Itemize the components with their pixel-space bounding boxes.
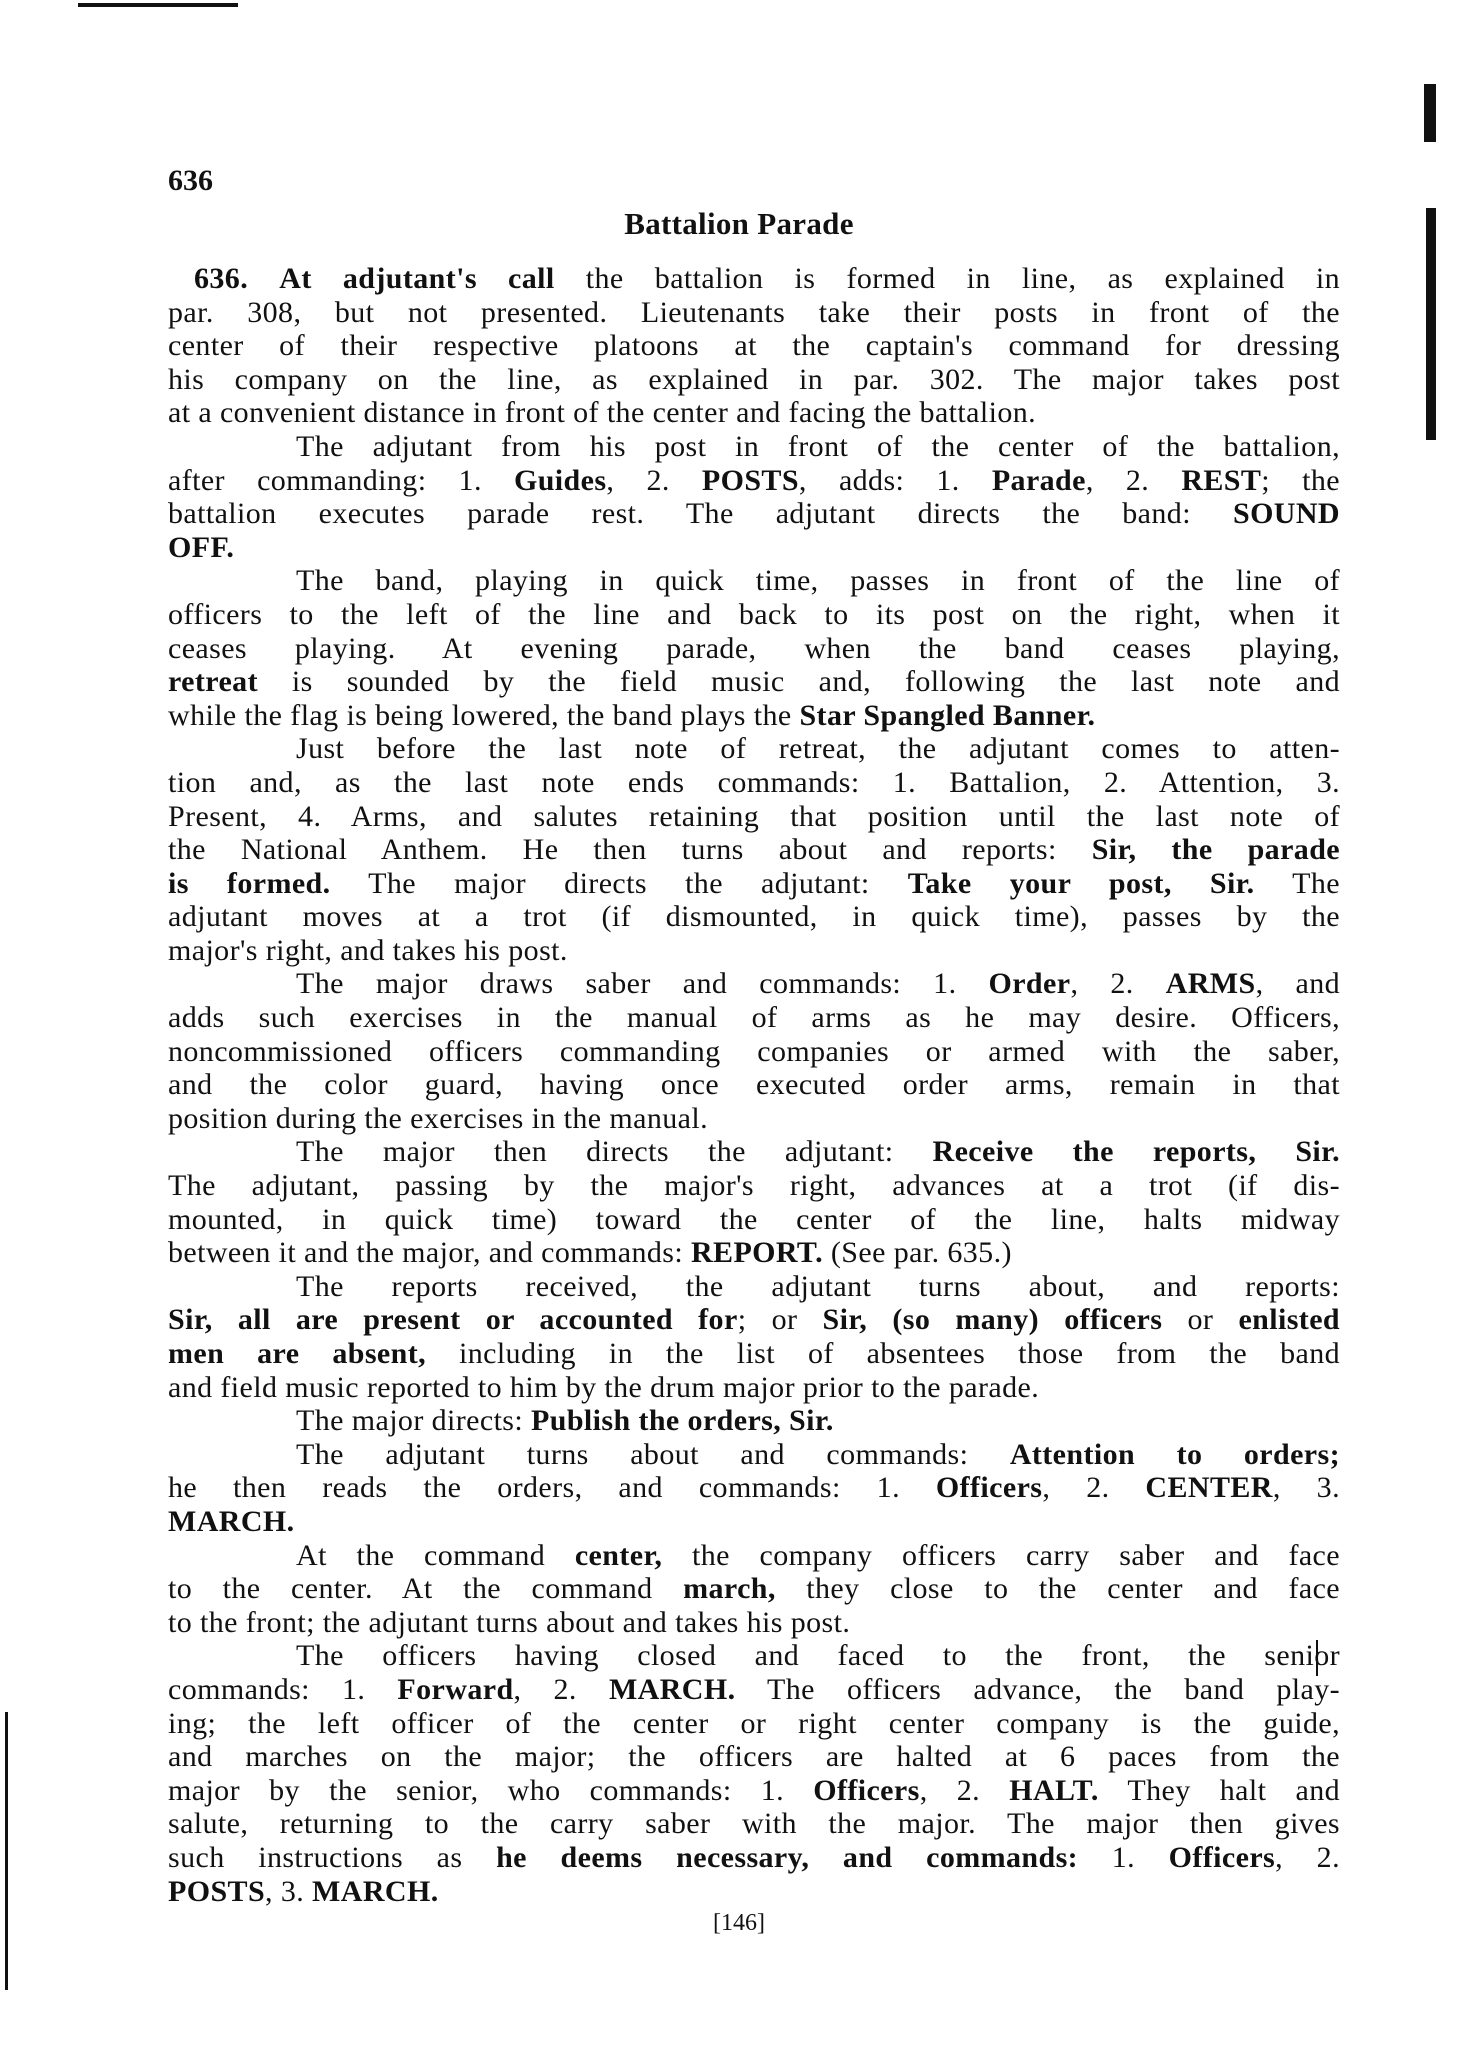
text-run: , 2. <box>513 1672 609 1706</box>
bold-command-text: Guides <box>513 463 607 497</box>
bold-command-text: is formed. <box>168 866 331 900</box>
bold-command-text: Order <box>988 967 1071 1001</box>
scan-edge-mark-left <box>5 1712 8 1990</box>
paragraph <box>168 1639 1340 1908</box>
text-line <box>168 900 1340 934</box>
text-line <box>168 1270 1340 1304</box>
text-run: battalion executes parade rest. The adjutant directs the band: <box>168 497 1233 531</box>
bold-command-text: retreat <box>168 665 258 699</box>
text-run: Present, 4. Arms, and salutes retaining that position until the last note of <box>168 799 1340 833</box>
paragraph <box>168 1270 1340 1404</box>
text-run: They halt and <box>1098 1773 1341 1807</box>
text-line <box>168 1404 1340 1438</box>
text-line <box>168 1707 1340 1741</box>
text-line <box>168 598 1340 632</box>
text-line <box>168 833 1340 867</box>
text-line <box>168 296 1340 330</box>
text-line <box>168 497 1340 531</box>
text-run: officers to the left of the line and back to its post on the right, when it <box>168 597 1340 631</box>
text-line <box>168 1035 1340 1069</box>
text-line <box>168 564 1340 598</box>
text-line <box>168 699 1340 733</box>
text-run: The adjutant, passing by the major's right, advances at a trot (if dis- <box>168 1169 1340 1203</box>
scan-edge-mark-top <box>78 3 238 7</box>
text-run: The <box>1254 866 1340 900</box>
text-run: and marches on the major; the officers are halted at 6 paces from the <box>168 1740 1340 1774</box>
paragraph <box>168 262 1340 430</box>
text-line <box>168 1740 1340 1774</box>
text-run: The major directs: <box>296 1404 532 1438</box>
bold-command-text: HALT. <box>1009 1773 1099 1807</box>
page-number: 636 <box>168 164 213 197</box>
text-run: The major then directs the adjutant: <box>296 1135 933 1169</box>
bold-command-text: Officers <box>935 1471 1043 1505</box>
bold-command-text: Take your post, Sir. <box>907 866 1255 900</box>
bold-command-text: Officers <box>813 1773 920 1807</box>
text-line <box>168 665 1340 699</box>
text-line <box>168 1135 1340 1169</box>
bold-command-text: MARCH. <box>312 1874 439 1908</box>
bold-command-text: he deems necessary, and commands: <box>496 1840 1079 1874</box>
text-run: , 2. <box>1070 967 1166 1001</box>
text-run: The adjutant turns about and commands: <box>296 1437 1010 1471</box>
text-run: such instructions as <box>168 1840 497 1874</box>
text-line <box>168 867 1340 901</box>
text-line <box>168 1169 1340 1203</box>
text-line <box>168 1572 1340 1606</box>
text-run: At the command <box>296 1538 575 1572</box>
text-line <box>168 1505 1340 1539</box>
bold-command-text: Attention to orders; <box>1009 1437 1340 1471</box>
bold-command-text: Sir, (so many) officers <box>822 1303 1163 1337</box>
text-run: 1. <box>1078 1840 1169 1874</box>
text-run: , and <box>1255 967 1340 1001</box>
text-run: his company on the line, as explained in par. 302. The major takes post <box>168 362 1340 396</box>
bold-command-text: POSTS <box>168 1874 266 1908</box>
text-run: The band, playing in quick time, passes in front of the line of <box>296 564 1340 598</box>
text-run: he then reads the orders, and commands: 1. <box>168 1471 936 1505</box>
text-line <box>168 1102 1340 1136</box>
text-run: between it and the major, and commands: <box>168 1236 691 1270</box>
text-line <box>168 732 1340 766</box>
text-line <box>168 531 1340 565</box>
footer-page-label: [146] <box>713 1910 765 1936</box>
text-run: The officers having closed and faced to the front, the senior <box>296 1639 1340 1673</box>
text-run: , adds: 1. <box>798 463 992 497</box>
text-run: , 3. <box>1272 1471 1340 1505</box>
bold-command-text: CENTER <box>1145 1471 1273 1505</box>
text-line <box>168 967 1340 1001</box>
text-run: , 2. <box>919 1773 1010 1807</box>
text-line <box>168 1303 1340 1337</box>
bold-command-text: SOUND <box>1232 497 1340 531</box>
text-run: ; or <box>737 1303 823 1337</box>
paragraph <box>168 1438 1340 1539</box>
paragraph <box>168 564 1340 732</box>
text-line <box>168 1068 1340 1102</box>
text-run: ceases playing. At evening parade, when the band ceases playing, <box>168 631 1340 665</box>
bold-command-text: Sir, all are present or accounted for <box>168 1303 738 1337</box>
text-run: , 2. <box>1275 1840 1340 1874</box>
text-run: ing; the left officer of the center or right center company is the guide, <box>168 1706 1340 1740</box>
text-run: the battalion is formed in line, as explained in <box>554 262 1341 295</box>
text-line <box>168 396 1340 430</box>
bold-command-text: enlisted <box>1238 1303 1340 1337</box>
text-line <box>168 1875 1340 1909</box>
text-run: after commanding: 1. <box>168 463 514 497</box>
bold-command-text: Parade <box>991 463 1086 497</box>
text-run: to the center. At the command <box>168 1572 684 1606</box>
text-line <box>168 329 1340 363</box>
text-run: they close to the center and face <box>775 1572 1340 1606</box>
text-run: commands: 1. <box>168 1672 398 1706</box>
text-run: The reports received, the adjutant turns about, and reports: <box>296 1269 1340 1303</box>
text-run: while the flag is being lowered, the band plays the <box>168 698 800 732</box>
paragraph <box>168 1539 1340 1640</box>
bold-command-text: Forward <box>397 1672 514 1706</box>
text-line <box>168 1203 1340 1237</box>
text-line <box>168 1673 1340 1707</box>
text-run: , 2. <box>1085 463 1182 497</box>
text-run: adjutant moves at a trot (if dismounted, in quick time), passes by the <box>168 900 1340 934</box>
bold-command-text: Star Spangled Banner. <box>799 698 1096 732</box>
bold-command-text: REPORT. <box>690 1236 824 1270</box>
text-run: , 2. <box>606 463 702 497</box>
text-run: mounted, in quick time) toward the center of the line, halts midway <box>168 1202 1340 1236</box>
text-run: ; the <box>1261 463 1341 497</box>
text-run: noncommissioned officers commanding companies or armed with the saber, <box>168 1034 1340 1068</box>
text-run: including in the list of absentees those from the band <box>426 1337 1341 1370</box>
bold-command-text: MARCH. <box>608 1672 736 1706</box>
bold-command-text: At adjutant's call <box>279 262 555 295</box>
text-run: The officers advance, the band play- <box>735 1672 1341 1706</box>
bold-command-text: OFF. <box>168 530 235 564</box>
paragraph <box>168 1404 1340 1438</box>
bold-command-text: Publish the orders, Sir. <box>531 1404 834 1438</box>
text-line <box>168 1438 1340 1472</box>
bold-command-text: Sir, the parade <box>1091 833 1340 867</box>
bold-command-text: Officers <box>1168 1840 1276 1874</box>
paragraph <box>168 1135 1340 1269</box>
text-line <box>168 430 1340 464</box>
text-run: adds such exercises in the manual of arms as he may desire. Officers, <box>168 1001 1340 1035</box>
text-run: at a convenient distance in front of the center and facing the battalion. <box>168 396 1037 430</box>
bold-command-text: march, <box>683 1572 776 1606</box>
text-line <box>168 800 1340 834</box>
text-line <box>168 1807 1340 1841</box>
paragraph <box>168 967 1340 1135</box>
text-run: center of their respective platoons at the captain's command for dressing <box>168 329 1340 363</box>
text-line <box>168 1539 1340 1573</box>
paragraph <box>168 430 1340 564</box>
scan-edge-mark-right-top <box>1424 84 1436 142</box>
text-run: Just before the last note of retreat, the adjutant comes to atten- <box>296 732 1340 766</box>
text-run: and the color guard, having once executed order arms, remain in that <box>168 1068 1340 1102</box>
body-text <box>168 262 1340 1908</box>
text-run: The adjutant from his post in front of the center of the battalion, <box>296 429 1340 463</box>
text-run <box>248 262 279 295</box>
text-line <box>168 1001 1340 1035</box>
text-line <box>168 1774 1340 1808</box>
bold-command-text: center, <box>574 1538 663 1572</box>
text-line <box>168 934 1340 968</box>
bold-command-text: 636. <box>194 262 249 295</box>
text-line <box>168 464 1340 498</box>
text-run: salute, returning to the carry saber with the major. The major then gives <box>168 1807 1340 1841</box>
bold-command-text: men are absent, <box>168 1337 427 1370</box>
text-run: major by the senior, who commands: 1. <box>168 1773 814 1807</box>
text-line <box>168 1236 1340 1270</box>
page-title: Battalion Parade <box>624 206 854 241</box>
text-run: , 2. <box>1042 1471 1146 1505</box>
text-run: tion and, as the last note ends commands: 1. Battalion, 2. Attention, 3. <box>168 765 1340 799</box>
text-line <box>168 262 1340 296</box>
text-line <box>168 1639 1340 1673</box>
text-line <box>168 766 1340 800</box>
text-line <box>168 632 1340 666</box>
text-line <box>168 1606 1340 1640</box>
text-line <box>168 1337 1340 1371</box>
paragraph <box>168 732 1340 967</box>
bold-command-text: POSTS <box>701 463 799 497</box>
text-run: is sounded by the field music and, following the last note and <box>257 665 1340 699</box>
text-run: position during the exercises in the manual. <box>168 1101 708 1135</box>
bold-command-text: MARCH. <box>168 1504 295 1538</box>
text-run: and field music reported to him by the drum major prior to the parade. <box>168 1370 1040 1404</box>
text-run: The major draws saber and commands: 1. <box>296 967 989 1001</box>
text-run: or <box>1162 1303 1239 1337</box>
text-run: the National Anthem. He then turns about and reports: <box>168 833 1092 867</box>
text-run: par. 308, but not presented. Lieutenants take their posts in front of the <box>168 295 1340 329</box>
text-run: , 3. <box>265 1874 313 1908</box>
text-run: (See par. 635.) <box>823 1236 1012 1270</box>
text-run: the company officers carry saber and face <box>662 1538 1340 1572</box>
bold-command-text: Receive the reports, Sir. <box>932 1135 1341 1169</box>
bold-command-text: REST <box>1181 463 1262 497</box>
text-run: to the front; the adjutant turns about and takes his post. <box>168 1605 851 1639</box>
text-run: The major directs the adjutant: <box>330 866 908 900</box>
bold-command-text: ARMS <box>1165 967 1256 1001</box>
text-line <box>168 1841 1340 1875</box>
text-line <box>168 363 1340 397</box>
text-run: major's right, and takes his post. <box>168 933 568 967</box>
text-line <box>168 1471 1340 1505</box>
text-line <box>168 1371 1340 1405</box>
scan-edge-mark-right <box>1426 208 1436 440</box>
